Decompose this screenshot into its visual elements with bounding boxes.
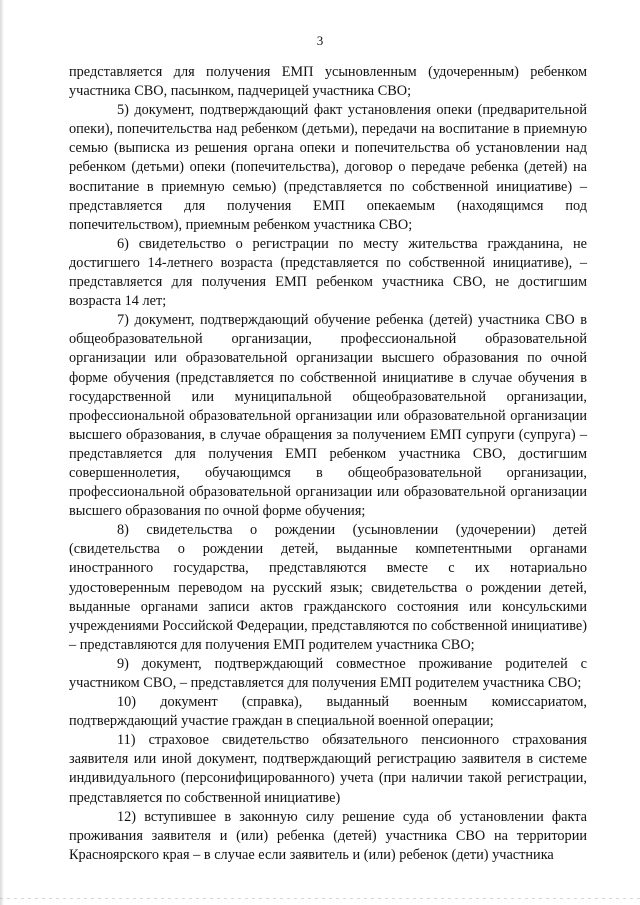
document-body: [69, 63, 587, 865]
paragraph-item-7: 7) документ, подтверждающий обучение ребенка (детей) участника СВО в общеобразовательной организации, профессиональной образовательной организации или образовательной организации высшего образования по очной форме обучения (представляется по собственной инициативе в случае обучения в государственной или муниципальной общеобразовательной организации, профессиональной образовательной организации или образовательной организации высшего образования, в случае обращения за получением ЕМП супруги (супруга) – представляется для получения ЕМП ребенком участника СВО, достигшим совершеннолетия, обучающимся в общеобразовательной организации, профессиональной образовательной организации или образовательной организации высшего образования по очной форме обучения;: [69, 312, 587, 520]
paragraph-item-8: 8) свидетельства о рождении (усыновлении (удочерении) детей (свидетельства о рождении детей, выданные компетентными органами иностранного государства, представляются вместе с их нотариально удостоверенным переводом на русский язык; свидетельства о рождении детей, выданные органами записи актов гражданского состояния или консульскими учреждениями Российской Федерации, представляются по собственной инициативе) – представляются для получения ЕМП родителем участника СВО;: [69, 522, 587, 653]
paragraph-item-5: 5) документ, подтверждающий факт установления опеки (предварительной опеки), попечительства над ребенком (детьми), передачи на воспитание в приемную семью (выписка из решения органа опеки и попечительства об установлении над ребенком (детьми) опеки (попечительства), договор о передаче ребенка (детей) на воспитание в приемную семью) (представляется по собственной инициативе) – представляется для получения ЕМП опекаемым (находящимся под попечительством), приемным ребенком участника СВО;: [69, 102, 587, 233]
scan-bottom-edge: [0, 898, 640, 899]
paragraph-continuation: представляется для получения ЕМП усыновленным (удочеренным) ребенком участника СВО, пасынком, падчерицей участника СВО;: [69, 64, 587, 100]
paragraph-item-11: 11) страховое свидетельство обязательного пенсионного страхования заявителя или иной документ, подтверждающий регистрацию заявителя в системе индивидуального (персонифицированного) учета (при наличии такой регистрации, представляется по собственной инициативе): [69, 732, 587, 806]
paragraph-item-9: 9) документ, подтверждающий совместное проживание родителей с участником СВО, – представляется для получения ЕМП родителем участника СВО;: [69, 655, 587, 691]
paragraph-item-6: 6) свидетельство о регистрации по месту жительства гражданина, не достигшего 14-летнего возраста (представляется по собственной инициативе), – представляется для получения ЕМП ребенком участника СВО, не достигшим возраста 14 лет;: [69, 235, 587, 310]
scan-edge-shadow: [0, 0, 4, 905]
paragraph-item-10: 10) документ (справка), выданный военным комиссариатом, подтверждающий участие граждан в специальной военной операции;: [69, 694, 587, 730]
paragraph-item-12: 12) вступившее в законную силу решение суда об установлении факта проживания заявителя и (или) ребенка (детей) участника СВО на территории Красноярского края – в случае если заявитель и (или) ребенок (дети) участника: [69, 808, 587, 863]
page-number: 3: [316, 33, 324, 48]
